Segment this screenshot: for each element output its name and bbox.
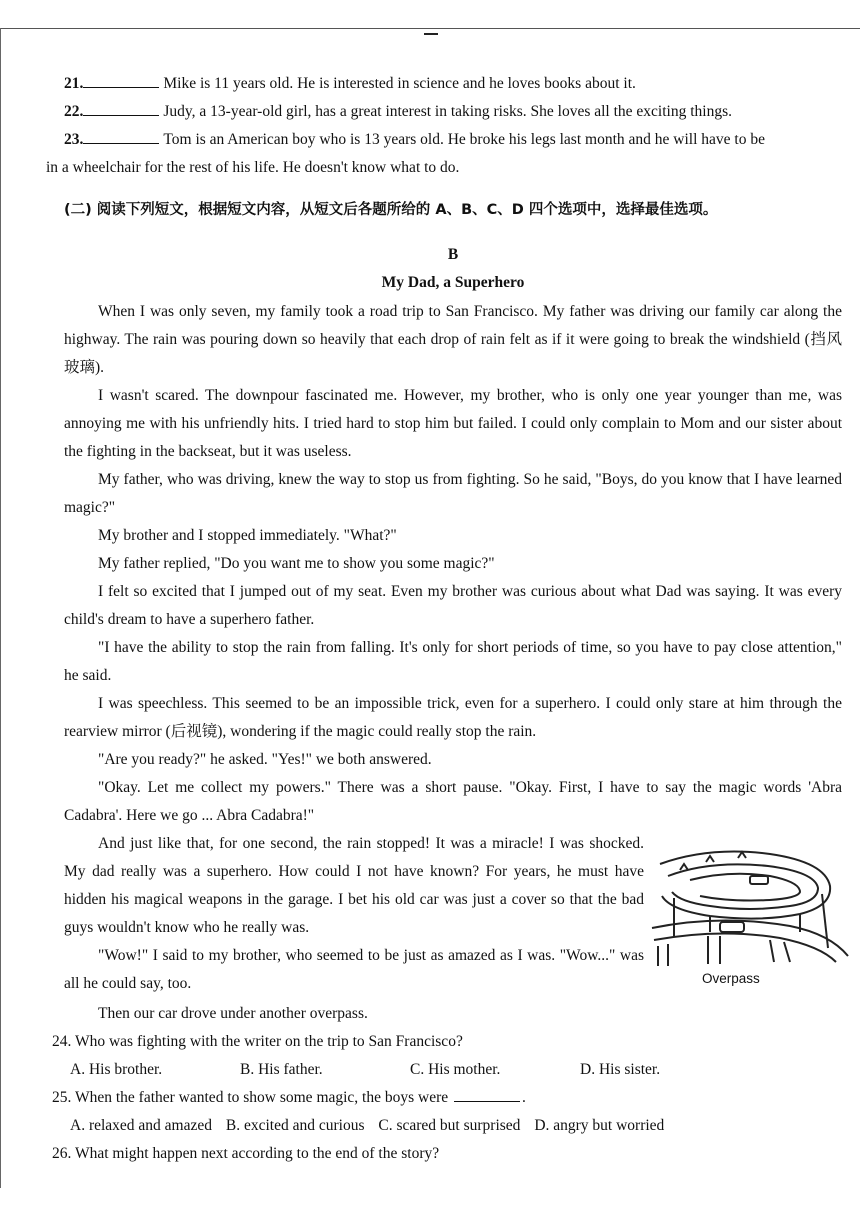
paragraph-13: Then our car drove under another overpass. [98,1005,368,1022]
paragraph-4: My brother and I stopped immediately. "What?" [98,527,397,544]
paragraph-2: I wasn't scared. The downpour fascinated me. However, my brother, who is only one year younger than me, was annoying me with his unfriendly hits. I tried hard to stop him but failed. I could only complain to Mom and our sister about the fighting in the backseat, but it was useless. [64,387,842,460]
matching-item-23 [64,126,842,154]
matching-item-21 [64,70,842,98]
part-letter: B [447,246,459,263]
item-number: 22. [64,103,84,120]
overpass-figure [650,836,850,986]
answer-blank[interactable] [83,129,159,144]
option-a[interactable]: A. relaxed and amazed [70,1117,213,1134]
paragraph-9: "Are you ready?" he asked. "Yes!" we both answered. [98,751,432,768]
paragraph-3: My father, who was driving, knew the way to stop us from fighting. So he said, "Boys, do you know that I have learned magic?" [64,471,842,516]
question-25-stem: 25. When the father wanted to show some magic, the boys were [52,1089,449,1106]
option-b[interactable]: B. His father. [240,1061,323,1078]
matching-item-23-continued: in a wheelchair for the rest of his life. He doesn't know what to do. [46,159,460,176]
question-24-options [52,1056,842,1084]
question-24: 24. Who was fighting with the writer on the trip to San Francisco? [52,1033,463,1050]
item-text: Mike is 11 years old. He is interested in science and he loves books about it. [163,75,636,92]
paragraph-10: "Okay. Let me collect my powers." There was a short pause. "Okay. First, I have to say the magic words 'Abra Cadabra'. Here we go ... Abra Cadabra!" [64,779,842,824]
paragraph-11: And just like that, for one second, the rain stopped! It was a miracle! I was shocked. My dad really was a superhero. How could I not have known? For years, he must have hidden his magical weapons in the garage. I bet his old car was just a cover so that the bad guys wouldn't know who he really was. [64,835,644,936]
figure-label: Overpass [702,971,760,986]
matching-item-22 [64,98,842,126]
exam-page [46,70,842,1168]
question-25-stem-end: . [522,1089,526,1106]
item-number: 23. [64,131,84,148]
story-title: My Dad, a Superhero [381,274,525,291]
paragraph-6: I felt so excited that I jumped out of my seat. Even my brother was curious about what Dad was saying. It was every child's dream to have a superhero father. [64,583,842,628]
option-b[interactable]: B. excited and curious [225,1117,365,1134]
answer-blank[interactable] [454,1087,520,1102]
page-top-border [0,28,860,29]
option-a[interactable]: A. His brother. [70,1061,163,1078]
paragraph-8: I was speechless. This seemed to be an impossible trick, even for a superhero. I could only stare at him through the rearview mirror (后视镜), wondering if the magic could really stop the rain. [64,695,842,740]
question-25 [52,1084,842,1112]
option-d[interactable]: D. angry but worried [534,1117,665,1134]
item-text: Tom is an American boy who is 13 years old. He broke his legs last month and he will have to be [163,131,765,148]
figure-section [64,830,842,1028]
paragraph-1: When I was only seven, my family took a road trip to San Francisco. My father was driving our family car along the highway. The rain was pouring down so heavily that each drop of rain felt as if it were going to break the windshield (挡风玻璃). [64,303,842,376]
paragraph-7: "I have the ability to stop the rain from falling. It's only for short periods of time, so you have to pay close attention," he said. [64,639,842,684]
answer-blank[interactable] [83,101,159,116]
option-c[interactable]: C. His mother. [410,1061,501,1078]
section-instruction: (二) 阅读下列短文，根据短文内容，从短文后各题所给的 A、B、C、D 四个选项中，选择最佳选项。 [64,202,718,218]
paragraph-5: My father replied, "Do you want me to show you some magic?" [98,555,495,572]
question-26: 26. What might happen next according to the end of the story? [52,1145,440,1162]
page-top-mark [424,33,438,35]
page-left-border [0,28,1,1188]
question-25-options [52,1112,842,1140]
overpass-illustration-icon [650,836,850,966]
option-d[interactable]: D. His sister. [580,1061,661,1078]
item-text: Judy, a 13-year-old girl, has a great interest in taking risks. She loves all the exciting things. [163,103,732,120]
paragraph-12: "Wow!" I said to my brother, who seemed to be just as amazed as I was. "Wow..." was all he could say, too. [64,947,644,992]
answer-blank[interactable] [83,73,159,88]
item-number: 21. [64,75,84,92]
option-c[interactable]: C. scared but surprised [378,1117,521,1134]
